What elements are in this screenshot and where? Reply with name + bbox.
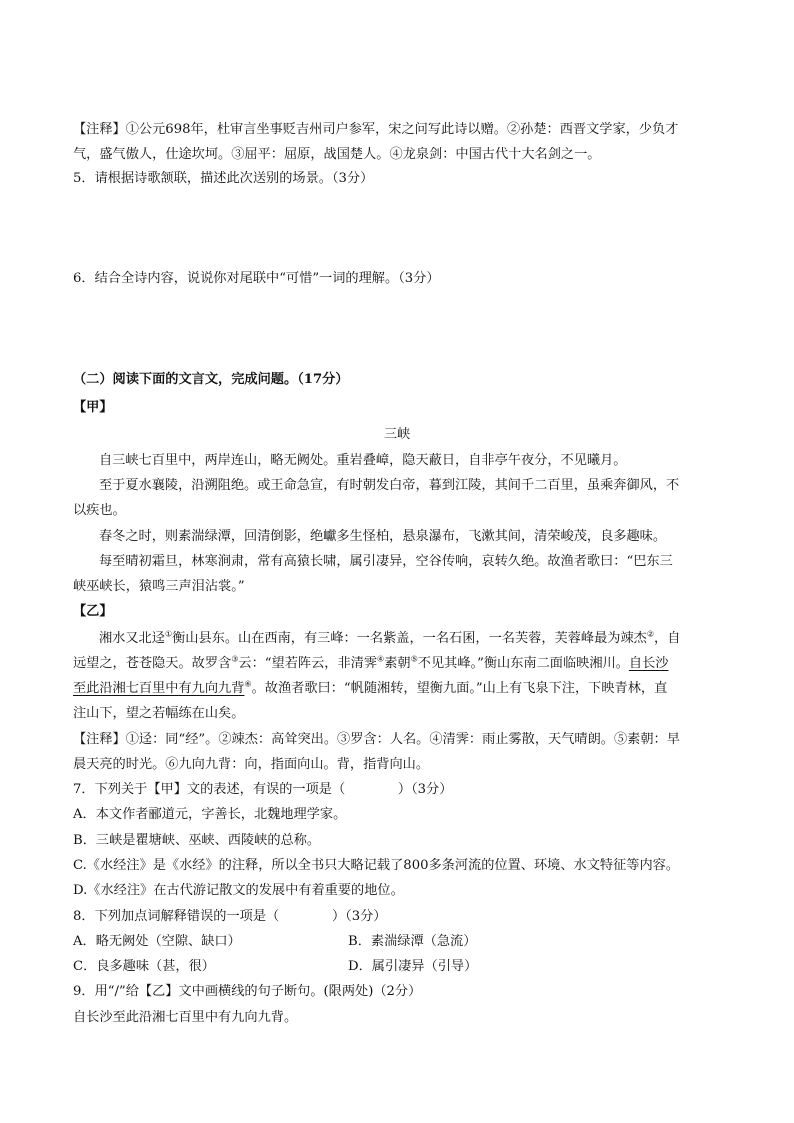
question-7-stem: 7．下列关于【甲】文的表述，有误的一项是（ ）（3分） (73, 782, 453, 797)
question-9-stem: 9．用“/”给【乙】文中画横线的句子断句。(限两处)（2分） (73, 984, 422, 999)
poem-note-line-2: 气，盛气傲人，仕途坎坷。③屈平：屈原，战国楚人。④龙泉剑：中国古代十大名剑之一。 (73, 147, 601, 162)
question-9-sentence: 自长沙至此沿湘七百里中有九向九背。 (73, 1010, 298, 1025)
question-6: 6．结合全诗内容，说说你对尾联中“可惜”一词的理解。（3分） (73, 271, 440, 286)
passage-yi-line-2: 远望之，苍苍隐天。故罗含③云：“望若阵云，非清霁④素朝⑤不见其峰。”衡山东南二面临映湘川。自长沙 (73, 654, 669, 671)
question-8-option-a: A．略无阙处（空隙、缺口） (73, 934, 241, 949)
underlined-sentence-end: 至此沿湘七百里中有九向九背 (73, 681, 245, 696)
question-5: 5．请根据诗歌颔联，描述此次送别的场景。（3分） (73, 171, 374, 186)
underlined-sentence-start: 自长沙 (628, 656, 669, 671)
passage-jia-paragraph-3: 春冬之时，则素湍绿潭，回清倒影，绝巘多生怪柏，悬泉瀑布，飞漱其间，清荣峻茂，良多趣味。 (99, 529, 667, 544)
passage-jia-paragraph-1: 自三峡七百里中，两岸连山，略无阙处。重岩叠嶂，隐天蔽日，自非亭午夜分，不见曦月。 (99, 453, 627, 468)
passage-note-line-1: 【注释】①迳：同“经”。②竦杰：高耸突出。③罗含：人名。④清霁：雨止雾散，天气晴朗。⑤素朝：早 (73, 732, 680, 747)
passage-jia-paragraph-2: 至于夏水襄陵，沿溯阻绝。或王命急宣，有时朝发白帝，暮到江陵，其间千二百里，虽乘奔御风，不 (99, 478, 680, 493)
passage-yi-line-1: 湘水又北迳①衡山县东。山在西南，有三峰：一名紫盖，一名石囷，一名芙蓉，芙蓉峰最为竦杰②，自 (99, 629, 681, 646)
question-7-option-b: B．三峡是瞿塘峡、巫峡、西陵峡的总称。 (73, 833, 321, 848)
question-7-option-a: A．本文作者郦道元，字善长，北魏地理学家。 (73, 807, 347, 822)
passage-note-line-2: 晨天亮的时光。⑥九向九背：向，指面向山。背，指背向山。 (73, 757, 430, 772)
passage-jia-label: 【甲】 (73, 400, 113, 415)
question-8-stem: 8．下列加点词解释错误的一项是（ ）（3分） (73, 909, 387, 924)
passage-jia-paragraph-2-cont: 以疾也。 (73, 503, 126, 518)
passage-yi-line-3: 至此沿湘七百里中有九向九背⑥。故渔者歌曰：“帆随湘转，望衡九面。”山上有飞泉下注，下映青林，直 (73, 679, 668, 696)
question-8-option-b: B．素湍绿潭（急流） (348, 934, 477, 949)
section-2-heading: （二）阅读下面的文言文，完成问题。（17分） (73, 372, 349, 387)
passage-jia-paragraph-4-cont: 峡巫峡长，猿鸣三声泪沾裳。” (73, 579, 245, 594)
question-8-row-2 (73, 958, 723, 976)
passage-yi-line-4: 注山下，望之若幅练在山矣。 (73, 706, 245, 721)
question-8-option-d: D．属引凄异（引导） (348, 959, 478, 974)
question-7-option-c: C.《水经注》是《水经》的注释，所以全书只大略记载了800多条河流的位置、环境、水文特征等内容。 (73, 858, 680, 873)
question-7-option-d: D.《水经注》在古代游记散文的发展中有着重要的地位。 (73, 883, 404, 898)
question-8-row-1 (73, 933, 723, 951)
passage-yi-label: 【乙】 (73, 604, 113, 619)
question-8-option-c: C．良多趣味（甚，很） (73, 959, 215, 974)
poem-note-line-1: 【注释】①公元698年，杜审言坐事贬吉州司户参军，宋之问写此诗以赠。②孙楚：西晋文学家，少负才 (73, 122, 679, 137)
passage-jia-title: 三峡 (383, 427, 411, 442)
passage-jia-paragraph-4: 每至晴初霜旦，林寒涧肃，常有高猿长啸，属引凄异，空谷传响，哀转久绝。故渔者歌曰：“巴东三 (99, 554, 673, 569)
